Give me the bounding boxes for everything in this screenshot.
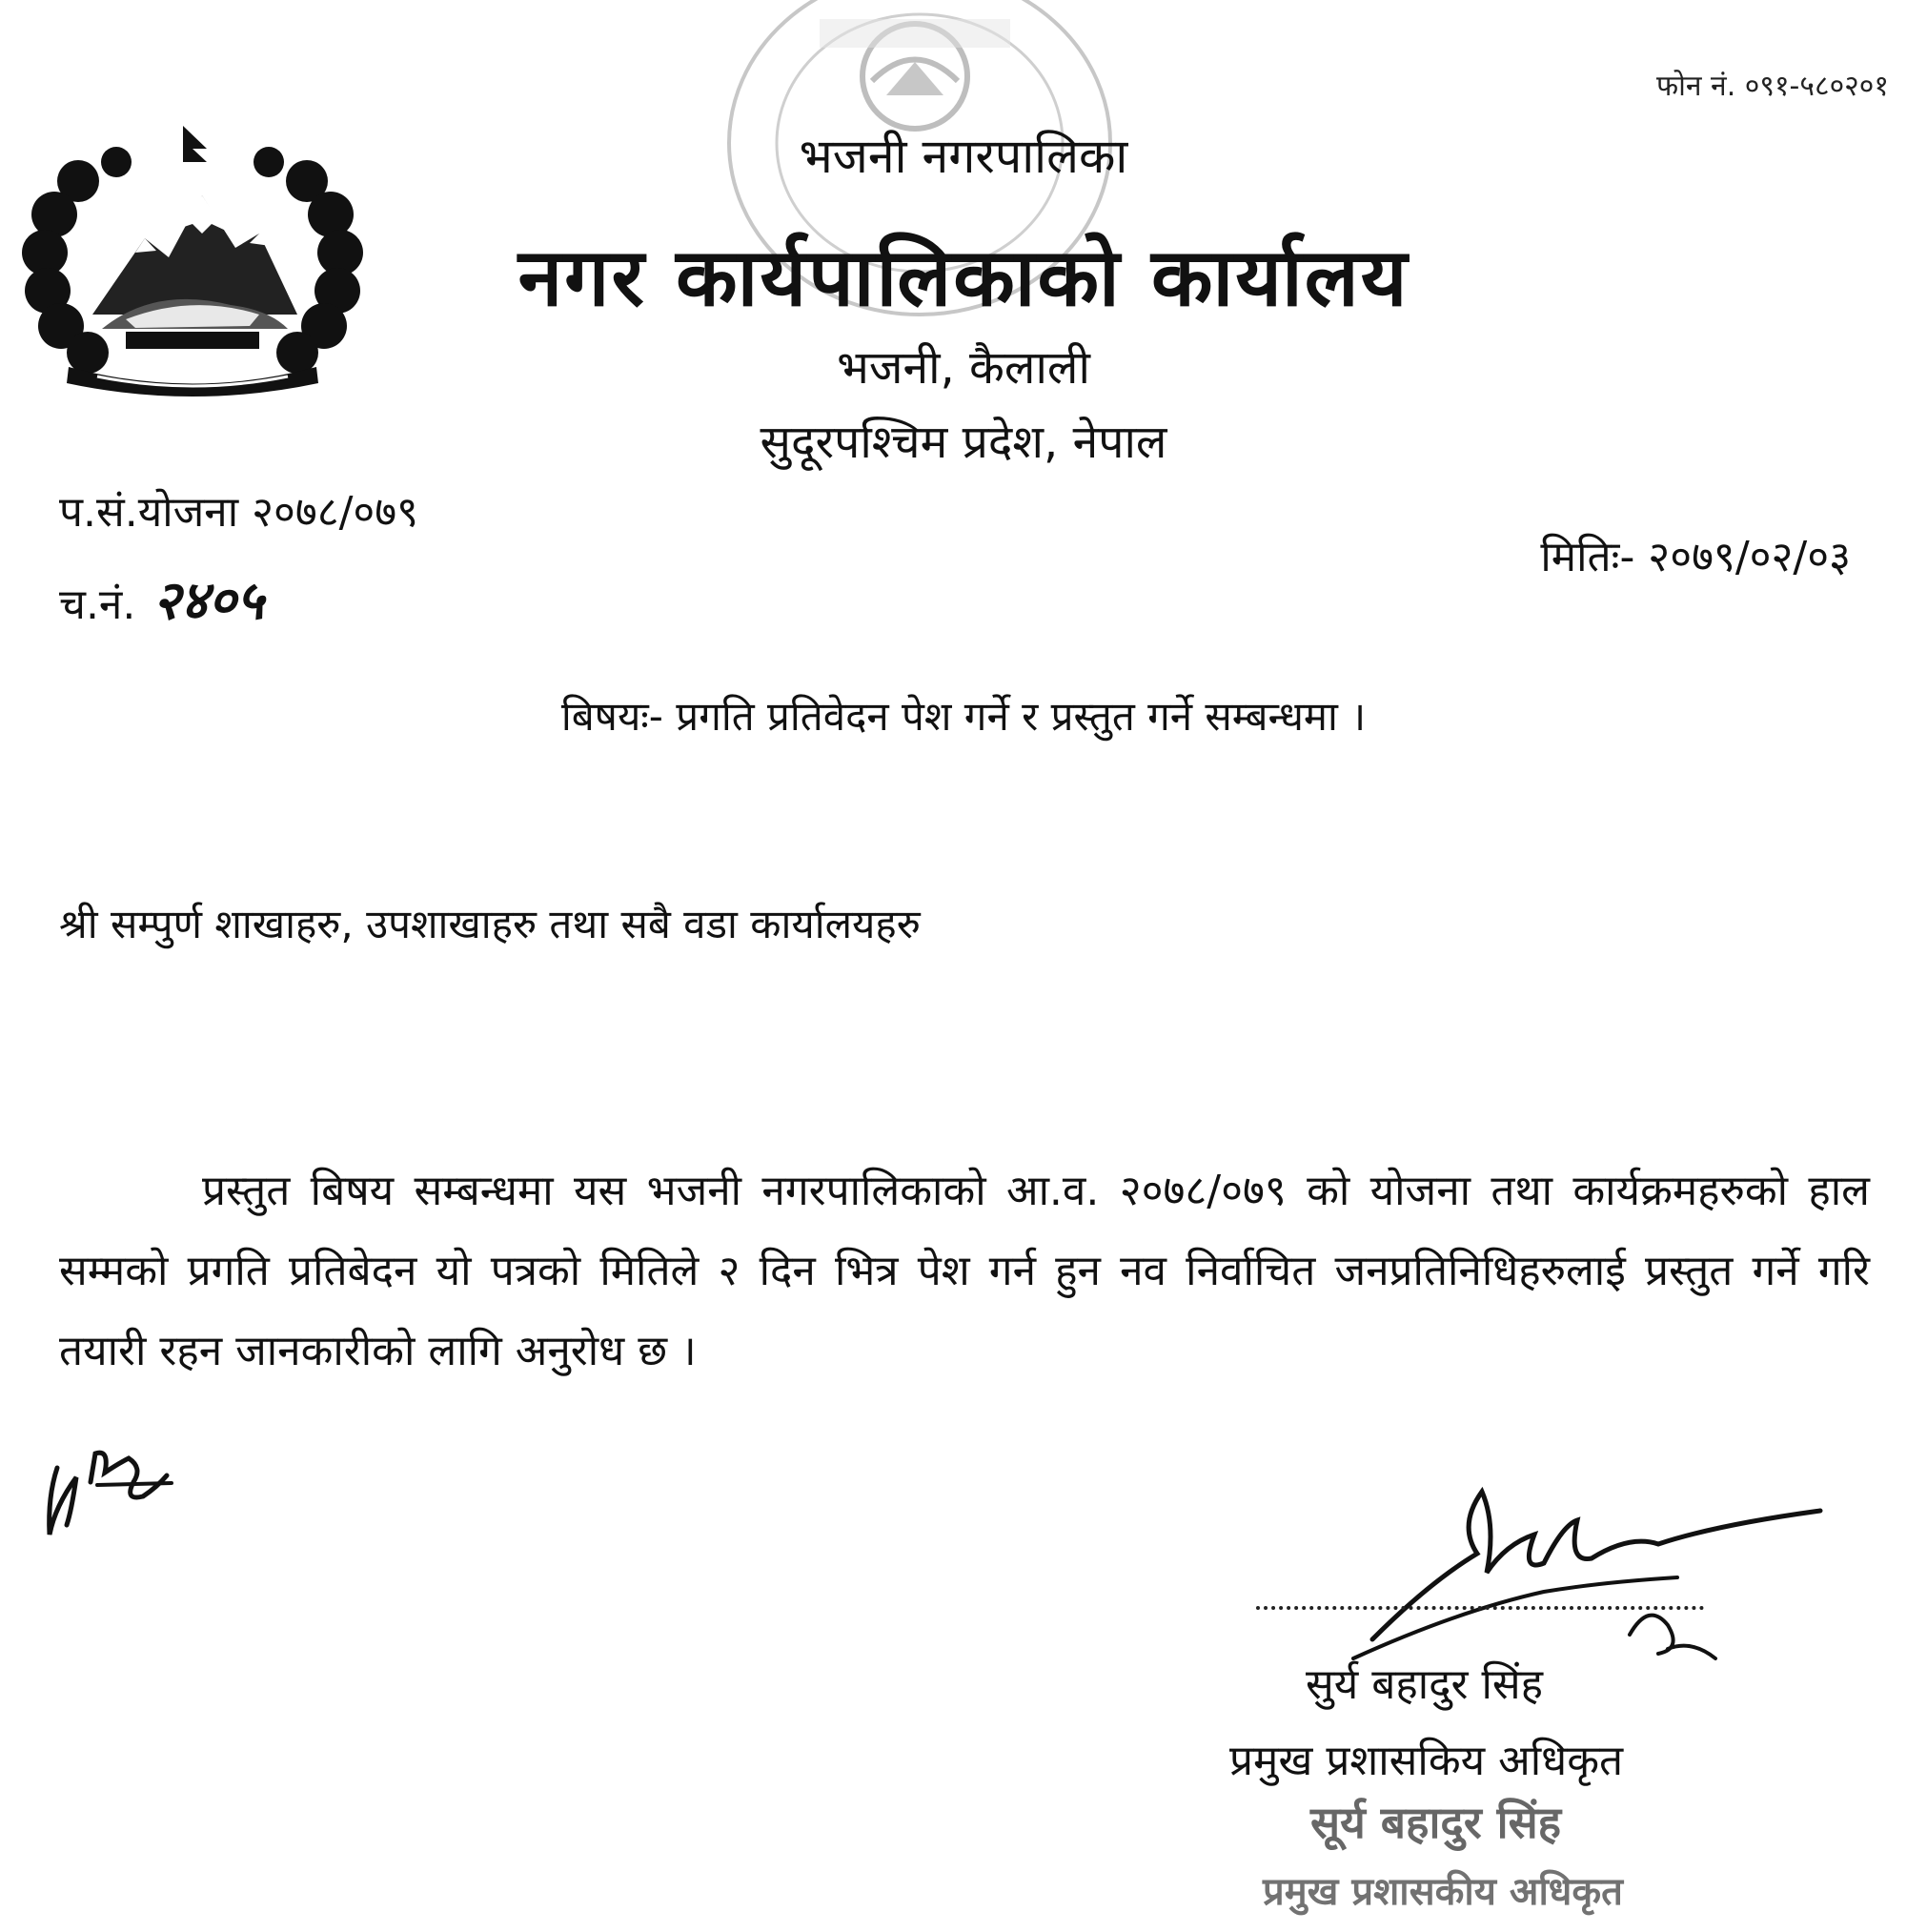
- signatory-title: प्रमुख प्रशासकिय अधिकृत: [1229, 1737, 1624, 1785]
- handwritten-initials: [38, 1430, 181, 1544]
- dispatch-number: [59, 562, 264, 635]
- letter-body: प्रस्तुत बिषय सम्बन्धमा यस भजनी नगरपालिकाको आ.व. २०७८/०७९ को योजना तथा कार्यक्रमहरुको हाल सम्मको प्रगति प्रतिबेदन यो पत्रको मितिले २ दिन भित्र पेश गर्न हुन नव निर्वाचित जनप्रतिनिधिहरुलाई प्रस्तुत गर्ने गरि तयारी रहन जानकारीको लागि अनुरोध छ ।: [59, 1167, 1870, 1375]
- office-title: नगर कार्यपालिकाको कार्यालय: [517, 231, 1410, 324]
- official-stamp-name: सूर्य बहादुर सिंह: [1310, 1797, 1562, 1848]
- province-country: सुदूरपश्चिम प्रदेश, नेपाल: [760, 416, 1167, 469]
- signatory-name: सुर्य बहादुर सिंह: [1306, 1660, 1543, 1709]
- phone-number: फोन नं. ०९१-५८०२०१: [1655, 70, 1889, 103]
- letter-date: मितिः- २०७९/०२/०३: [1540, 533, 1851, 581]
- office-location: भजनी, कैलाली: [837, 341, 1090, 395]
- dispatch-label: च.नं.: [59, 580, 136, 629]
- signature-scrawl: [1315, 1468, 1830, 1678]
- official-stamp-title: प्रमुख प्रशासकीय अधिकृत: [1263, 1870, 1623, 1914]
- dispatch-number-handwritten: २४०५: [152, 569, 264, 632]
- signature-dotted-line: [1256, 1606, 1704, 1610]
- municipality-name: भजनी नगरपालिका: [799, 129, 1128, 184]
- recipient-line: श्री सम्पुर्ण शाखाहरु, उपशाखाहरु तथा सबै वडा कार्यालयहरु: [59, 901, 921, 947]
- letter-reference-number: प.सं.योजना २०७८/०७९: [59, 488, 419, 537]
- subject-line: बिषयः- प्रगति प्रतिवेदन पेश गर्ने र प्रस्तुत गर्ने सम्बन्धमा ।: [560, 693, 1367, 740]
